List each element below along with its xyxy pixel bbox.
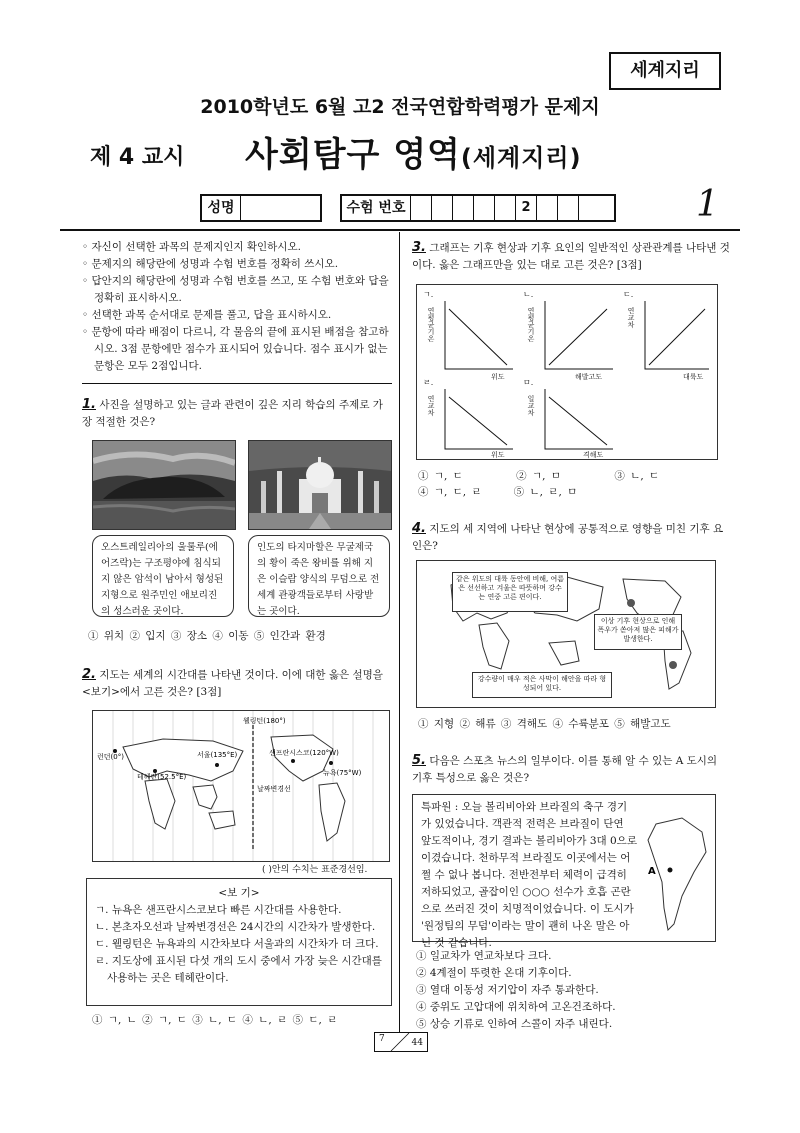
question-text: 다음은 스포츠 뉴스의 일부이다. 이를 통해 알 수 있는 A 도시의 기후 특성으로 옳은 것은? — [412, 755, 718, 784]
page-number: 1 — [696, 184, 719, 225]
bogi-item: ㄱ. 뉴욕은 샌프란시스코보다 빠른 시간대를 사용한다. — [95, 904, 342, 916]
q2-choices[interactable]: ① ㄱ, ㄴ ② ㄱ, ㄷ ③ ㄴ, ㄷ ④ ㄴ, ㄹ ⑤ ㄷ, ㄹ — [92, 1014, 338, 1026]
q5-choice[interactable]: ④ 중위도 고압대에 위치하여 고온건조하다. — [416, 1001, 616, 1013]
exam-number-label: 수험 번호 — [342, 196, 411, 220]
q3-choices-row-2[interactable]: ④ ㄱ, ㄷ, ㄹ ⑤ ㄴ, ㄹ, ㅁ — [418, 486, 578, 498]
q3-choices-row-1[interactable]: ① ㄱ, ㄷ ② ㄱ, ㅁ ③ ㄴ, ㄷ — [418, 470, 660, 482]
id-digit[interactable] — [453, 196, 474, 220]
question-text: 사진을 설명하고 있는 글과 관련이 깊은 지리 학습의 주제로 가장 적절한 것은? — [82, 399, 383, 428]
caption-uluru: 오스트레일리아의 울룰루(에어즈락)는 구조평야에 침식되지 않은 암석이 남아서 형성된 지형으로 원주민인 애보리진의 성스러운 곳이다. — [92, 535, 234, 617]
label-seoul: 서울(135°E) — [197, 751, 238, 759]
question-text: 그래프는 기후 현상과 기후 요인의 일반적인 상관관계를 나타낸 것이다. 옳은 그래프만을 있는 대로 고른 것은? [3점] — [412, 242, 730, 271]
label-newyork: 뉴욕(75°W) — [323, 769, 362, 777]
page-footer — [374, 1032, 428, 1052]
graph-xlabel: 대륙도 — [683, 373, 704, 381]
question-3 — [412, 239, 730, 274]
area-sub: (세계지리) — [460, 144, 582, 172]
instructions — [82, 239, 392, 375]
graph-xlabel: 해발고도 — [575, 373, 603, 381]
q1-choices[interactable]: ① 위치 ② 입지 ③ 장소 ④ 이동 ⑤ 인간과 환경 — [88, 630, 326, 642]
label-london: 런던(0°) — [97, 753, 124, 761]
question-2 — [82, 666, 392, 701]
instructions-divider — [82, 383, 392, 384]
graph-ylabel: 연교차 — [427, 395, 435, 416]
graph-ylabel: 일교차 — [527, 395, 535, 416]
taj-mahal-photo — [248, 440, 392, 530]
bogi-item: ㄷ. 웰링턴은 뉴욕과의 시간차보다 서울과의 시간차가 더 크다. — [95, 938, 379, 950]
callout-west-coast-climate: 같은 위도의 대륙 동안에 비해, 여름은 선선하고 겨울은 따뜻하며 강수는 연중 고른 편이다. — [452, 572, 568, 612]
instruction-item: ◦ 자신이 선택한 과목의 문제지인지 확인하시오. — [82, 241, 301, 253]
q5-choices[interactable] — [416, 948, 734, 1033]
callout-abnormal-climate: 이상 기후 현상으로 인해 폭우가 쏟아져 많은 피해가 발생한다. — [594, 614, 682, 650]
climate-graphs — [416, 284, 718, 460]
news-text: 특파원 : 오늘 볼리비아와 브라질의 축구 경기가 있었습니다. 객관적 전력은 브라질이 단연 앞도적이나, 경기 결과는 볼리비아가 3대 0으로 이겼습니다. 천하무적 브라질도 이곳에서는 어쩔 수 없나 봅니다. 전반전부터 체력이 급격히 저하되었고, 골잡이인 ○○○ 선수가 호흡 곤란으로 쓰러진 것이 치명적이었습니다. 이 도시가 '원정팀의 무덤'이라는 말이 괜히 나온 말은 아닌 것 같습니다. — [421, 801, 637, 949]
footer-left: 7 — [379, 1034, 385, 1044]
period-label: 제 4 교시 — [90, 145, 185, 170]
label-sanfrancisco: 샌프란시스코(120°W) — [269, 749, 339, 757]
uluru-photo — [92, 440, 236, 530]
bogi-item: ㄹ. 지도상에 표시된 다섯 개의 도시 중에서 가장 늦은 시간대를 사용하는 곳은 테헤란이다. — [95, 955, 382, 984]
name-label: 성명 — [202, 196, 241, 220]
q5-choice[interactable]: ⑤ 상승 기류로 인하여 스콜이 자주 내린다. — [416, 1018, 613, 1030]
instruction-item: ◦ 답안지의 해당란에 성명과 수험 번호를 쓰고, 또 수험 번호와 답을 정확히 표시하시오. — [82, 275, 389, 304]
exam-title: 2010학년도 6월 고2 전국연합학력평가 문제지 — [200, 96, 600, 118]
time-zone-map — [92, 710, 390, 862]
graph-xlabel: 위도 — [491, 451, 505, 459]
question-4 — [412, 520, 730, 555]
question-number: 5. — [412, 753, 426, 768]
graph-xlabel: 격해도 — [583, 451, 604, 459]
id-digit[interactable] — [558, 196, 579, 220]
header-divider — [60, 229, 740, 231]
city-a-label: A — [648, 866, 656, 877]
bogi-item: ㄴ. 본초자오선과 날짜변경선은 24시간의 시간차가 발생한다. — [95, 921, 376, 933]
graph-ylabel: 연평균기온 — [427, 307, 435, 342]
graph-label: ㄹ. — [423, 378, 434, 387]
question-5 — [412, 752, 730, 787]
graph-label: ㄴ. — [523, 290, 534, 299]
q5-choice[interactable]: ① 일교차가 연교차보다 크다. — [416, 950, 552, 962]
area-main: 사회탐구 영역 — [245, 135, 461, 175]
instruction-item: ◦ 선택한 과목 순서대로 문제를 풀고, 답을 표시하시오. — [82, 309, 332, 321]
graph-ylabel: 연교차 — [627, 307, 635, 328]
name-field[interactable] — [200, 194, 322, 222]
q4-choices[interactable]: ① 지형 ② 해류 ③ 격해도 ④ 수륙분포 ⑤ 해발고도 — [418, 718, 671, 730]
label-dateline: 날짜변경선 — [257, 785, 291, 793]
question-number: 1. — [82, 397, 96, 412]
instruction-item: ◦ 문항에 따라 배점이 다르니, 각 물음의 끝에 표시된 배점을 참고하시오. 3점 문항에만 점수가 표시되어 있습니다. 점수 표시가 없는 문항은 모두 2점입니다. — [82, 326, 389, 372]
callout-coastal-desert: 강수량이 매우 적은 사막이 해안을 따라 형성되어 있다. — [472, 672, 612, 698]
id-digit[interactable] — [495, 196, 516, 220]
column-divider — [399, 232, 400, 1032]
id-digit[interactable] — [432, 196, 453, 220]
id-digit[interactable] — [537, 196, 558, 220]
question-number: 4. — [412, 521, 426, 536]
graph-label: ㄱ. — [423, 290, 434, 299]
graph-label: ㄷ. — [623, 290, 634, 299]
question-number: 3. — [412, 240, 426, 255]
question-number: 2. — [82, 667, 96, 682]
q5-choice[interactable]: ③ 열대 이동성 저기압이 자주 통과한다. — [416, 984, 599, 996]
bogi-box — [86, 878, 392, 1006]
question-text: 지도는 세계의 시간대를 나타낸 것이다. 이에 대한 옳은 설명을 <보기>에서 고른 것은? [3점] — [82, 669, 383, 698]
exam-number-field[interactable] — [340, 194, 616, 222]
graph-xlabel: 위도 — [491, 373, 505, 381]
south-america-map — [642, 812, 712, 936]
footer-right: 44 — [411, 1038, 423, 1048]
bogi-title: <보 기> — [218, 887, 260, 899]
id-digit[interactable] — [411, 196, 432, 220]
id-digit[interactable]: 2 — [516, 196, 537, 220]
label-tehran: 테헤란(52.5°E) — [137, 773, 187, 781]
caption-taj-mahal: 인도의 타지마할은 무굴제국의 황이 죽은 왕비를 위해 지은 이슬람 양식의 무덤으로 전 세계 관광객들로부터 사랑받는 곳이다. — [248, 535, 390, 617]
q5-choice[interactable]: ② 4계절이 뚜렷한 온대 기후이다. — [416, 967, 572, 979]
subject-label: 세계지리 — [609, 52, 721, 90]
label-wellington: 웰링턴(180°) — [243, 717, 286, 725]
question-text: 지도의 세 지역에 나타난 현상에 공통적으로 영향을 미친 기후 요인은? — [412, 523, 724, 552]
id-digit[interactable] — [579, 196, 599, 220]
graph-label: ㅁ. — [523, 378, 534, 387]
graph-ylabel: 연평균기온 — [527, 307, 535, 342]
map-note: ( )안의 수치는 표준경선임. — [262, 865, 368, 875]
area-title — [245, 127, 582, 176]
id-digit[interactable] — [474, 196, 495, 220]
question-1 — [82, 396, 392, 431]
instruction-item: ◦ 문제지의 해당란에 성명과 수험 번호를 정확히 쓰시오. — [82, 258, 339, 270]
